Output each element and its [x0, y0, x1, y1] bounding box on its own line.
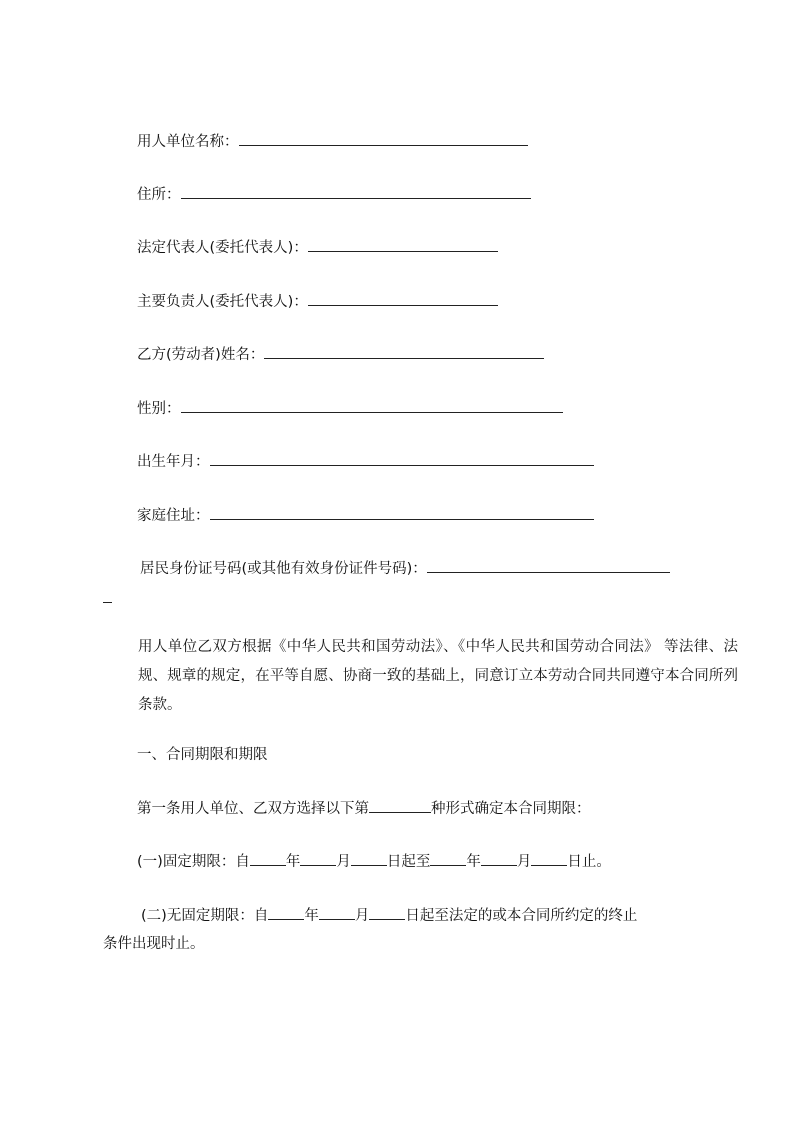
clause-text: 年	[285, 854, 301, 870]
clause-text: (一)固定期限：自	[137, 854, 250, 870]
blank-line	[481, 851, 517, 866]
field-label: 居民身份证号码(或其他有效身份证件号码)：	[140, 561, 427, 577]
blank-line	[308, 291, 498, 306]
clause-text: 日止。	[567, 854, 611, 870]
blank-line	[264, 344, 544, 359]
blank-line	[103, 588, 112, 603]
open-term-clause	[141, 905, 637, 926]
field-id-number	[140, 558, 670, 579]
blank-line	[239, 131, 528, 146]
clause-text: 月	[516, 854, 532, 870]
blank-line	[319, 905, 355, 920]
blank-line	[531, 851, 567, 866]
blank-line	[369, 798, 431, 813]
clause-text: 日起至	[386, 854, 431, 870]
blank-line	[308, 237, 498, 252]
field-legal-representative	[137, 237, 498, 258]
blank-line	[210, 505, 594, 520]
field-employer-name	[137, 131, 528, 152]
clause-text: 日起至法定的或本合同所约定的终止	[405, 908, 638, 924]
field-employee-name	[137, 344, 544, 365]
section-heading: 一、合同期限和期限	[137, 747, 268, 763]
blank-line	[181, 184, 531, 199]
field-label: 用人单位名称：	[137, 134, 239, 150]
field-home-address	[137, 505, 594, 526]
blank-line	[369, 905, 405, 920]
clause-text: 年	[466, 854, 481, 870]
field-label: 出生年月：	[137, 454, 210, 470]
blank-line	[181, 398, 563, 413]
field-id-number-continued	[103, 588, 112, 609]
clause-text: (二)无固定期限：自	[141, 908, 269, 924]
field-label: 乙方(劳动者)姓名：	[137, 347, 265, 363]
field-birth	[137, 451, 594, 472]
clause-text: 月	[354, 908, 370, 924]
article-text: 第一条用人单位、乙双方选择以下第	[137, 801, 369, 817]
article-1	[137, 798, 591, 819]
blank-line	[351, 851, 387, 866]
article-text: 种形式确定本合同期限：	[431, 801, 591, 817]
field-label: 住所：	[137, 187, 181, 203]
blank-line	[268, 905, 304, 920]
field-address	[137, 184, 531, 205]
blank-line	[300, 851, 336, 866]
blank-line	[430, 851, 466, 866]
open-term-clause-continued: 条件出现时止。	[103, 936, 205, 952]
field-label: 家庭住址：	[137, 508, 210, 524]
intro-paragraph: 用人单位乙双方根据《中华人民共和国劳动法》、《中华人民共和国劳动合同法》 等法律、法规、规章的规定，在平等自愿、协商一致的基础上，同意订立本劳动合同共同遵守本合同所列条款。	[138, 639, 738, 713]
blank-line	[250, 851, 286, 866]
field-label: 性别：	[137, 401, 181, 417]
clause-text: 年	[304, 908, 319, 924]
field-label: 法定代表人(委托代表人)：	[137, 240, 308, 256]
fixed-term-clause	[137, 851, 611, 872]
field-principal	[137, 291, 498, 312]
field-label: 主要负责人(委托代表人)：	[137, 294, 308, 310]
field-gender	[137, 398, 563, 419]
clause-text: 月	[336, 854, 351, 870]
blank-line	[427, 558, 670, 573]
blank-line	[210, 451, 594, 466]
